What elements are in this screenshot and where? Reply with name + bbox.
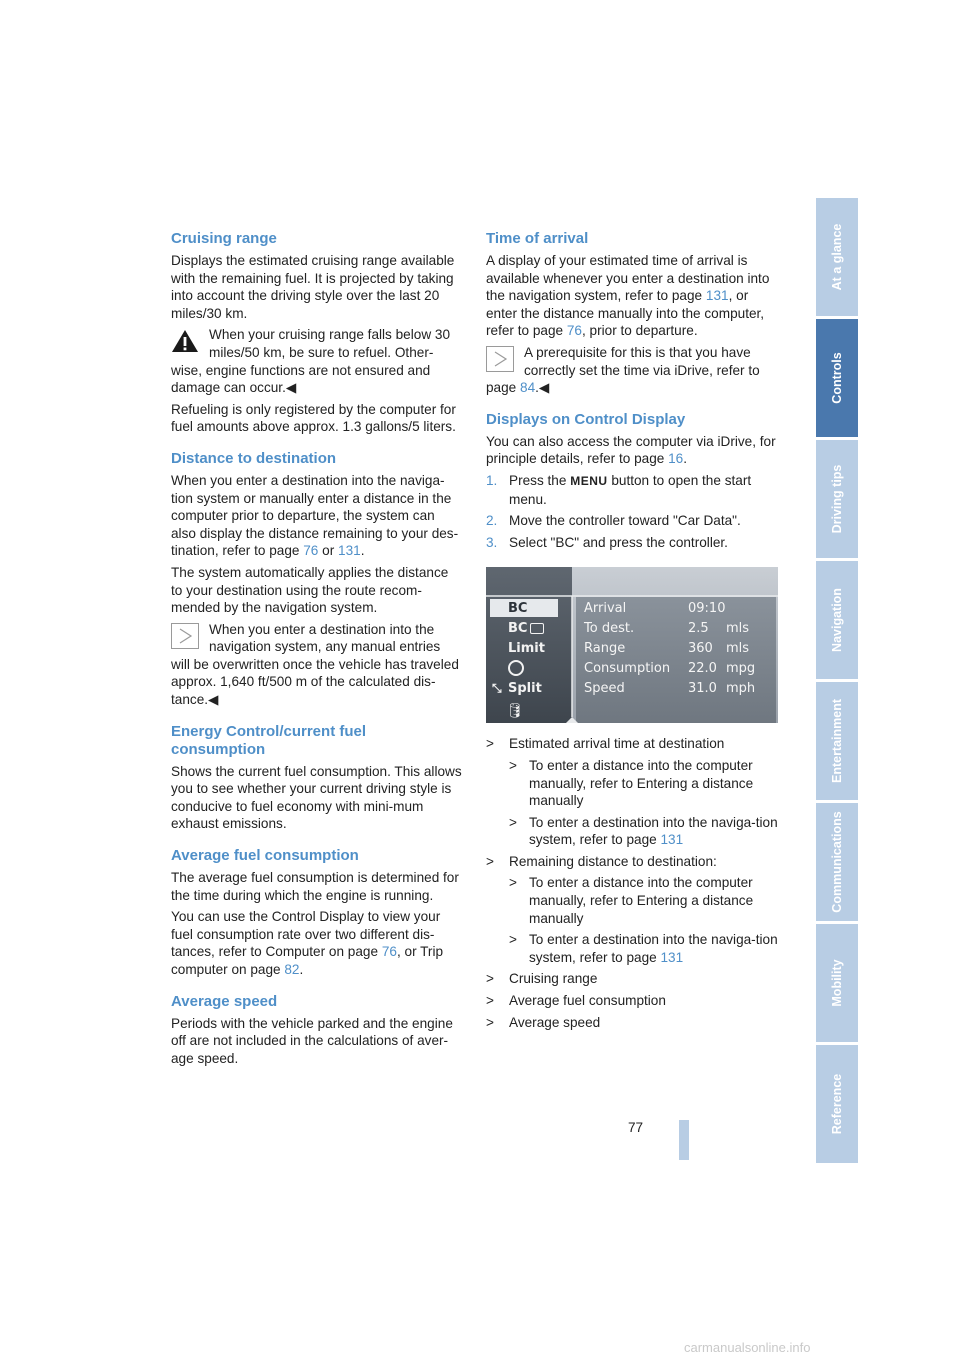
bc-row-label: To dest. [584,621,635,637]
section-energy-control [171,723,463,833]
tab-label: Navigation [830,588,844,652]
tab-label: Reference [830,1073,844,1135]
bc-row-unit: mls [726,641,750,657]
menu-item-limit: Limit [508,641,545,657]
bullet-marker: > [486,853,494,869]
bc-row-unit: mpg [726,661,756,677]
cruising-range-text: Displays the estimated cruising range available with the remaining fuel. It is projected by taking into account the driving style over the last 20 miles/30 km. [171,253,455,321]
note-arrow-icon [486,346,514,372]
menu-item-bc-car: BC [508,621,528,637]
bullet-marker: > [486,971,494,987]
tab-label: Communications [830,811,844,913]
sub-bullet-item [509,931,780,966]
page-number: 77 [628,1120,644,1135]
bullet-marker: > [486,736,494,752]
distance-text-a: When you enter a destination into the naviga-tion system or manually enter a distance in the computer prior to departure, the system can also display the distance remaining to your des-tination, refer to page [171,472,459,559]
bc-row-unit: mph [726,681,756,697]
arrival-note-rest-b: .◀ [535,380,550,396]
arrival-text [486,252,780,340]
energy-text: Shows the current fuel consumption. This allows you to see whether your current driving style is conducive to fuel economy with mini-mum exhaust emissions. [171,763,462,832]
bullet-marker: > [509,875,517,891]
arrival-text-b: , or enter the distance manually into the computer, refer to page [486,288,765,339]
tab-label: Entertainment [830,698,844,784]
page-number-bar [679,1120,689,1160]
section-cruising-range [171,230,463,436]
heading-displays: Displays on Control Display [486,410,686,428]
bullet-marker: > [509,757,517,773]
page-link-131c[interactable]: 131 [705,288,729,304]
bc-row-value: 22.0 [688,661,717,677]
bc-row-value: 2.5 [688,621,709,637]
page-link-82[interactable]: 82 [284,962,300,977]
section-time-of-arrival [486,230,780,397]
displays-text-a: You can also access the computer via iDrive, for principle details, refer to page [486,433,776,467]
step-number: 2. [486,513,498,529]
refueling-text: Refueling is only registered by the computer for fuel amounts above approx. 1.3 gallons/5 liters. [171,401,456,435]
bullet-item [486,1014,780,1032]
heading-energy-control: Energy Control/current fuel consumption [171,722,367,758]
bc-row-unit: mls [726,621,750,637]
distance-text [171,472,463,560]
sub-bullet-text: To enter a distance into the computer manually, refer to Entering a distance manually [529,757,754,809]
displays-text-b: . [683,451,688,467]
menu-item-split: Split [508,681,542,697]
tab-label: At a glance [830,223,844,291]
step-number: 3. [486,534,498,550]
page-link-76b[interactable]: 76 [381,944,397,960]
bullet-marker: > [486,993,494,1009]
bullet-text: Average fuel consumption [509,993,666,1009]
section-displays [486,411,780,1031]
steps-list [486,472,780,551]
step-1 [486,472,780,508]
split-arrow-icon: ⤡ [492,681,502,696]
bullet-list [486,735,780,1031]
watermark: carmanualsonline.info [684,1340,811,1355]
sub-bullet-text: To enter a destination into the naviga-tion system, refer to page [529,932,778,965]
avg-speed-text: Periods with the vehicle parked and the engine off are not included in the calculations of aver-age speed. [171,1015,453,1066]
step-2-text: Move the controller toward "Car Data". [509,513,741,529]
sub-bullet-item [509,814,780,849]
tab-communications[interactable] [816,803,858,921]
bc-row-label: Consumption [584,661,671,677]
avg-fuel-text-2b: , or Trip computer on page [171,944,444,977]
tab-controls[interactable] [816,319,858,437]
sub-bullet-item [509,874,780,927]
warning-text-first: When your cruising range falls below 30 miles/50 km, be sure to refuel. Other- [209,327,451,360]
note-text-first: When you enter a destination into the navigation system, any manual entries [209,621,441,655]
step-1-text-b: button to open the start menu. [509,472,752,507]
bullet-remaining-text: Remaining distance to destination: [509,853,717,869]
control-display-screenshot [486,567,778,723]
arrival-note-rest-a: page [486,380,521,396]
bullet-marker: > [486,1014,494,1030]
avg-fuel-text-2a: You can use the Control Display to view your fuel consumption rate over two different dis-tances, refer to Computer on page [171,909,441,960]
page-link-76c[interactable]: 76 [566,323,582,339]
distance-text-b: or [318,543,339,559]
page-link-76[interactable]: 76 [303,543,319,559]
step-number: 1. [486,472,498,488]
arrival-text-a: A display of your estimated time of arrival is available whenever you enter a destination into the navigation system, refer to page [486,253,770,304]
bullet-marker: > [509,814,517,830]
tab-navigation[interactable] [816,561,858,679]
section-distance-to-destination [171,450,463,709]
oil-can-icon: 🛢 [506,702,524,719]
heading-time-of-arrival: Time of arrival [486,230,589,247]
bc-row-value: 31.0 [688,681,717,697]
warning-text-rest: wise, engine functions are not ensured and damage can occur.◀ [171,362,431,396]
tab-at-a-glance[interactable] [816,198,858,316]
avg-fuel-text: The average fuel consumption is determined for the time during which the engine is running. [171,870,459,903]
section-average-speed [171,993,463,1068]
bc-row-label: Range [584,641,626,657]
step-3-text: Select "BC" and press the controller. [509,534,728,550]
step-2 [486,512,780,530]
warning-triangle-icon [171,328,199,354]
page-link-16[interactable]: 16 [668,451,684,467]
tab-reference[interactable] [816,1045,858,1163]
page-link-131d[interactable]: 131 [660,832,684,848]
warning-note [171,326,463,396]
step-3 [486,534,780,552]
section-average-fuel [171,847,463,979]
bc-row-value: 360 [688,641,713,657]
arrival-text-c: , prior to departure. [581,323,698,339]
bullet-text: Average speed [509,1014,601,1030]
bullet-marker: > [509,932,517,948]
heading-distance: Distance to destination [171,449,337,467]
chapter-tabs [816,198,858,1166]
left-column [171,230,463,1081]
route-text: The system automatically applies the distance to your destination using the route recom-mended by the navigation system. [171,564,449,616]
avg-fuel-text-2c: . [299,962,304,977]
page-link-131e[interactable]: 131 [660,949,684,965]
note-text-rest: will be overwritten once the vehicle has traveled approx. 1,640 ft/500 m of the calculated dis-tance.◀ [171,656,459,708]
bullet-item [486,992,780,1010]
bullet-item [486,735,780,849]
tab-label: Mobility [830,959,844,1007]
heading-average-speed: Average speed [171,992,278,1010]
right-column [486,230,780,1035]
arrival-note [486,344,780,397]
page-link-131[interactable]: 131 [338,543,361,559]
bc-row-label: Speed [584,681,625,697]
sub-bullet-text: To enter a distance into the computer manually, refer to Entering a distance manually [529,875,754,926]
tab-mobility[interactable] [816,924,858,1042]
bullet-item [486,970,780,988]
distance-text-c: . [360,543,365,559]
arrival-note-first: A prerequisite for this is that you have correctly set the time via iDrive, refer to [524,344,760,378]
sub-bullet-text: To enter a destination into the naviga-tion system, refer to page [529,814,778,848]
tab-driving-tips[interactable] [816,440,858,558]
bullet-item [486,853,780,967]
page-link-84[interactable]: 84 [520,380,536,396]
tab-label: Driving tips [830,464,844,534]
step-1-text-a: Press the [509,472,571,488]
menu-item-bc: BC [508,601,528,617]
tab-entertainment[interactable] [816,682,858,800]
info-note [171,621,463,709]
bc-row-label: Arrival [584,601,627,617]
menu-button-symbol: MENU [570,473,608,488]
heading-cruising-range: Cruising range [171,230,277,247]
avg-fuel-text-2 [171,908,463,978]
sub-bullet-item [509,757,780,810]
heading-average-fuel: Average fuel consumption [171,847,359,865]
bullet-text: Cruising range [509,971,598,987]
bc-row-value: 09:10 [688,601,726,617]
note-arrow-icon [171,623,199,649]
displays-text [486,433,780,468]
bullet-arrival-text: Estimated arrival time at destination [509,736,725,752]
tab-label: Controls [830,352,844,404]
arrival-note-rest [486,379,780,397]
